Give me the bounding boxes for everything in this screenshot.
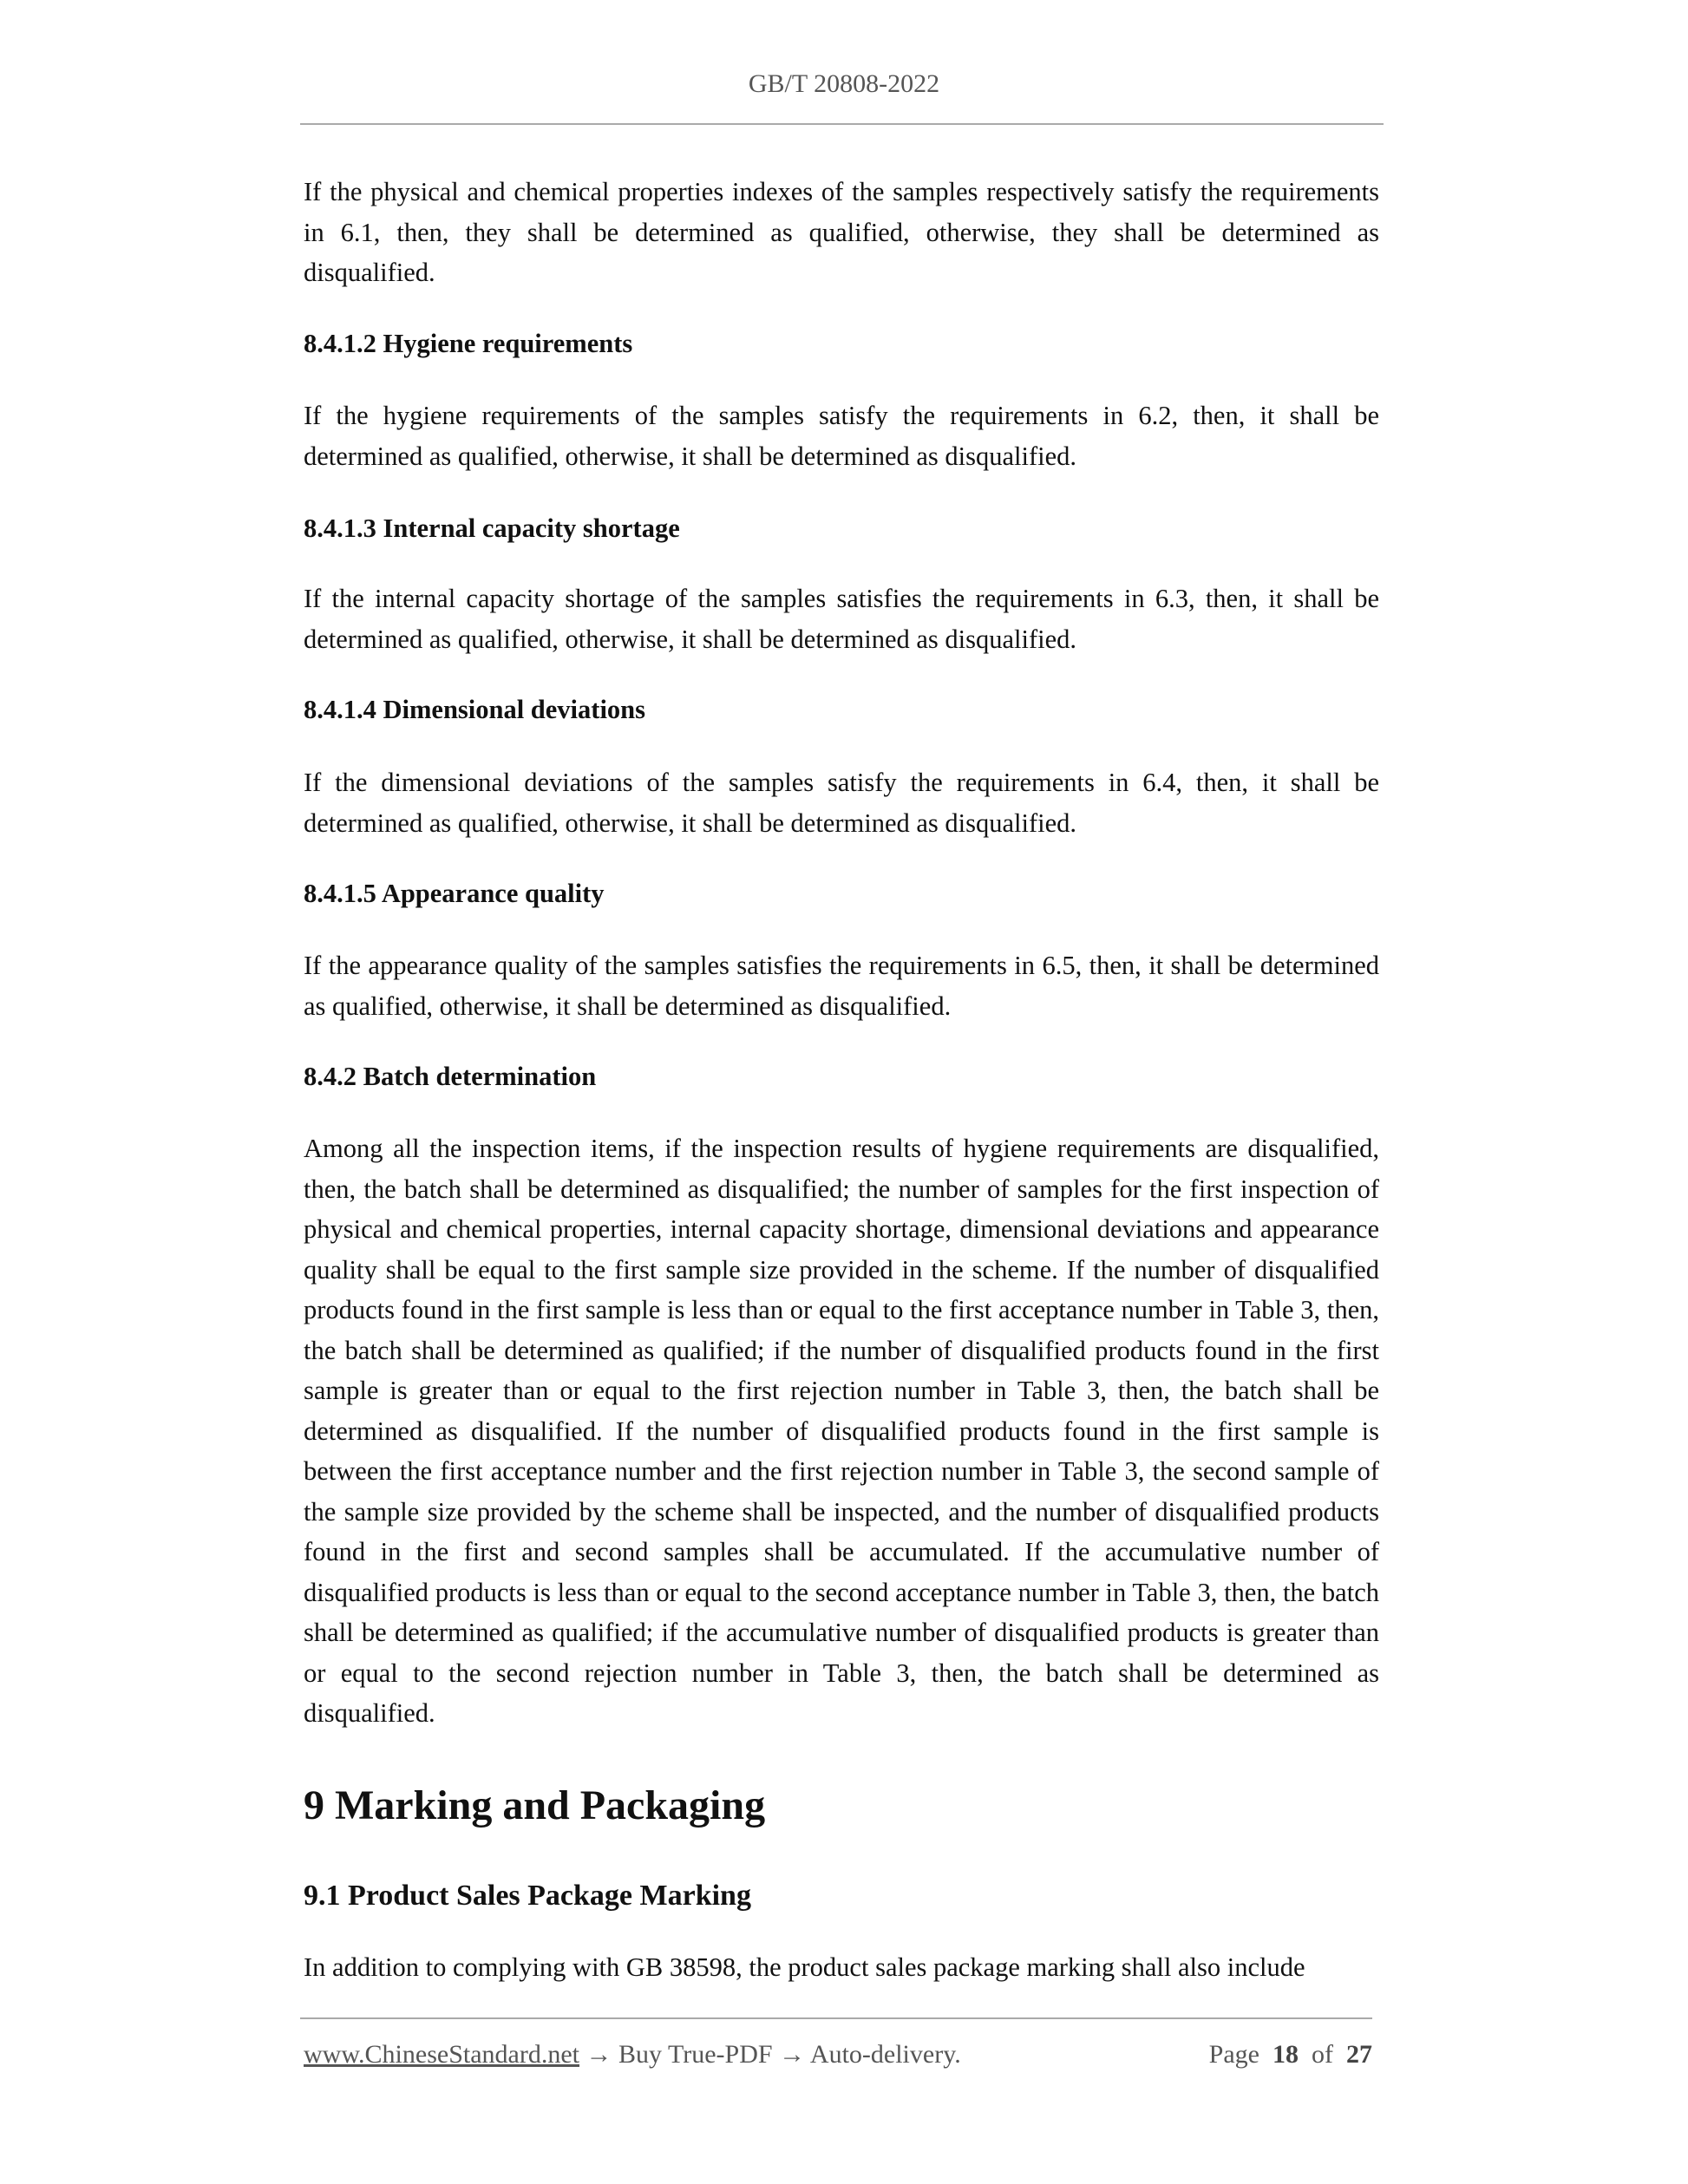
paragraph: Among all the inspection items, if the inspection results of hygiene requirements are disqualified, then, the batch shall be determined as disqualified; the number of samples for the first inspection of physical and chemical properties, internal capacity shortage, dimensional deviations and appearance quality shall be equal to the first sample size provided in the scheme. If the number of disqualified products found in the first sample is less than or equal to the first acceptance number in Table 3, then, the batch shall be determined as qualified; if the number of disqualified products found in the first sample is greater than or equal to the first rejection number in Table 3, then, the batch shall be determined as disqualified. If the number of disqualified products found in the first sample is between the first acceptance number and the first rejection number in Table 3, the second sample of the sample size provided by the scheme shall be inspected, and the number of disqualified products found in the first and second samples shall be accumulated. If the accumulative number of disqualified products is less than or equal to the second acceptance number in Table 3, then, the batch shall be determined as qualified; if the accumulative number of disqualified products is greater than or equal to the second rejection number in Table 3, then, the batch shall be determined as disqualified.	[304, 1134, 1379, 1728]
paragraph: In addition to complying with GB 38598, the product sales package marking shall also include	[304, 1952, 1305, 1982]
chapter-heading-9: 9 Marking and Packaging	[304, 1782, 766, 1828]
paragraph: If the hygiene requirements of the samples satisfy the requirements in 6.2, then, it shall be determined as qualified, otherwise, it shall be determined as disqualified.	[304, 401, 1379, 471]
page-label: Page	[1208, 2040, 1259, 2069]
section-heading-8415: 8.4.1.5 Appearance quality	[304, 879, 605, 908]
footer-text: → Buy True-PDF → Auto-delivery.	[579, 2040, 961, 2069]
section-heading-842: 8.4.2 Batch determination	[304, 1062, 597, 1091]
website-link[interactable]: www.ChineseStandard.net	[304, 2040, 579, 2069]
paragraph: If the internal capacity shortage of the samples satisfies the requirements in 6.3, then, it shall be determined as qualified, otherwise, it shall be determined as disqualified.	[304, 584, 1379, 654]
section-heading-8413: 8.4.1.3 Internal capacity shortage	[304, 513, 680, 543]
paragraph: If the dimensional deviations of the samples satisfy the requirements in 6.4, then, it shall be determined as qualified, otherwise, it shall be determined as disqualified.	[304, 768, 1379, 838]
footer	[304, 2040, 1372, 2070]
page-indicator	[1209, 2040, 1372, 2070]
of-label: of	[1312, 2040, 1333, 2069]
footer-divider	[300, 2017, 1372, 2019]
page-number: 18	[1273, 2040, 1299, 2069]
header-divider	[300, 123, 1384, 125]
section-heading-8414: 8.4.1.4 Dimensional deviations	[304, 695, 645, 724]
section-heading-91: 9.1 Product Sales Package Marking	[304, 1880, 751, 1912]
document-id-header: GB/T 20808-2022	[748, 69, 940, 98]
page-total: 27	[1346, 2040, 1372, 2069]
section-heading-8412: 8.4.1.2 Hygiene requirements	[304, 329, 633, 358]
paragraph: If the physical and chemical properties indexes of the samples respectively satisfy the requirements in 6.1, then, they shall be determined as qualified, otherwise, they shall be determined as disqualified.	[304, 177, 1379, 287]
paragraph: If the appearance quality of the samples satisfies the requirements in 6.5, then, it shall be determined as qualified, otherwise, it shall be determined as disqualified.	[304, 951, 1379, 1021]
